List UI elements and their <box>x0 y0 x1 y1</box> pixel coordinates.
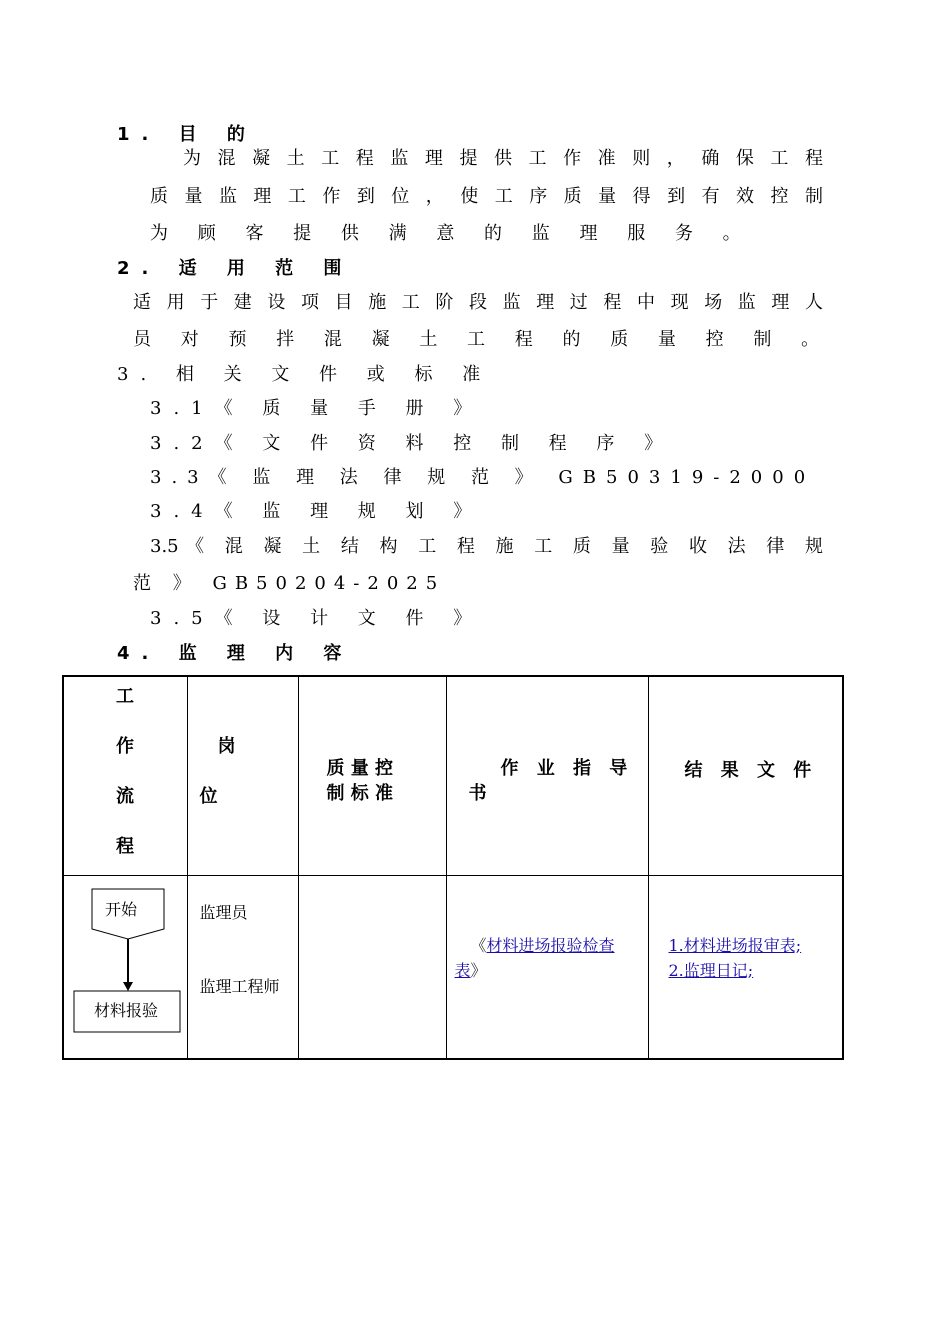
table-row <box>63 875 843 1059</box>
header-flow-char-2: 作 <box>116 736 134 757</box>
guide-link[interactable]: 材料进场报验检查 <box>486 935 615 955</box>
header-guide-line-1: 作 业 指 导 <box>500 758 634 779</box>
header-guide-line-2: 书 <box>468 783 487 804</box>
header-result-docs <box>648 676 843 875</box>
flow-arrow-head <box>123 982 133 991</box>
table-header-row <box>63 676 843 875</box>
section-1-heading: 1. 目 的 <box>117 124 257 145</box>
supervision-table <box>62 675 844 1060</box>
quality-standard-cell <box>298 875 446 1059</box>
section-4-heading: 4. 监 理 内 容 <box>117 643 354 664</box>
work-guide-cell <box>446 875 648 1059</box>
header-work-guide <box>446 676 648 875</box>
guide-bracket-close: 》 <box>470 960 487 980</box>
section-3-item-6: 3.5《 设 计 文 件 》 <box>150 608 484 629</box>
post-cell <box>187 875 298 1059</box>
flow-step-label: 材料报验 <box>94 1000 159 1020</box>
header-flow-char-4: 程 <box>116 836 134 857</box>
flow-cell <box>63 875 187 1059</box>
section-1-line-2: 质 量 监 理 工 作 到 位 ， 使 工 序 质 量 得 到 有 效 控 制 <box>150 186 823 207</box>
guide-bracket-open: 《 <box>470 935 487 955</box>
header-flow <box>63 676 187 875</box>
header-flow-char-1: 工 <box>116 686 134 707</box>
header-post <box>187 676 298 875</box>
guide-line-1 <box>471 933 615 956</box>
section-3-item-3: 3.3《 监 理 法 律 规 范 》 GB50319-2000 <box>150 467 816 488</box>
section-2-line-1: 适 用 于 建 设 项 目 施 工 阶 段 监 理 过 程 中 现 场 监 理 人 <box>133 292 823 313</box>
guide-link-cont[interactable]: 表 <box>454 960 471 980</box>
section-1-line-1: 为 混 凝 土 工 程 监 理 提 供 工 作 准 则 ， 确 保 工 程 <box>183 148 823 169</box>
result-cell <box>648 875 843 1059</box>
section-3-item-5: 3.5《 混 凝 土 结 构 工 程 施 工 质 量 验 收 法 律 规 <box>150 536 823 557</box>
header-quality-standard <box>298 676 446 875</box>
section-3-heading: 3. 相 关 文 件 或 标 准 <box>117 364 493 385</box>
header-post-char-2: 位 <box>199 786 218 807</box>
header-std-line-2: 制 标 准 <box>326 783 394 804</box>
header-flow-char-3: 流 <box>116 786 134 807</box>
result-link-2[interactable]: 2.监理日记; <box>668 960 754 980</box>
header-result-text: 结 果 文 件 <box>684 760 818 781</box>
flow-start-label: 开始 <box>105 899 138 919</box>
post-engineer: 监理工程师 <box>199 976 280 996</box>
section-1-line-3: 为 顾 客 提 供 满 意 的 监 理 服 务 。 <box>150 223 753 244</box>
post-supervisor: 监理员 <box>199 902 248 922</box>
section-3-item-1: 3.1《 质 量 手 册 》 <box>150 398 484 419</box>
section-2-line-2: 员 对 预 拌 混 凝 土 工 程 的 质 量 控 制 。 <box>133 329 832 350</box>
header-post-char-1: 岗 <box>217 736 236 757</box>
result-link-1[interactable]: 1.材料进场报审表; <box>668 935 802 955</box>
guide-line-2 <box>455 958 487 981</box>
section-3-item-5-cont: 范 》 GB50204-2025 <box>133 573 446 594</box>
section-3-item-4: 3.4《 监 理 规 划 》 <box>150 501 484 522</box>
header-std-line-1: 质 量 控 <box>326 758 394 779</box>
section-2-heading: 2. 适 用 范 围 <box>117 258 354 279</box>
section-3-item-2: 3.2《 文 件 资 料 控 制 程 序 》 <box>150 433 675 454</box>
